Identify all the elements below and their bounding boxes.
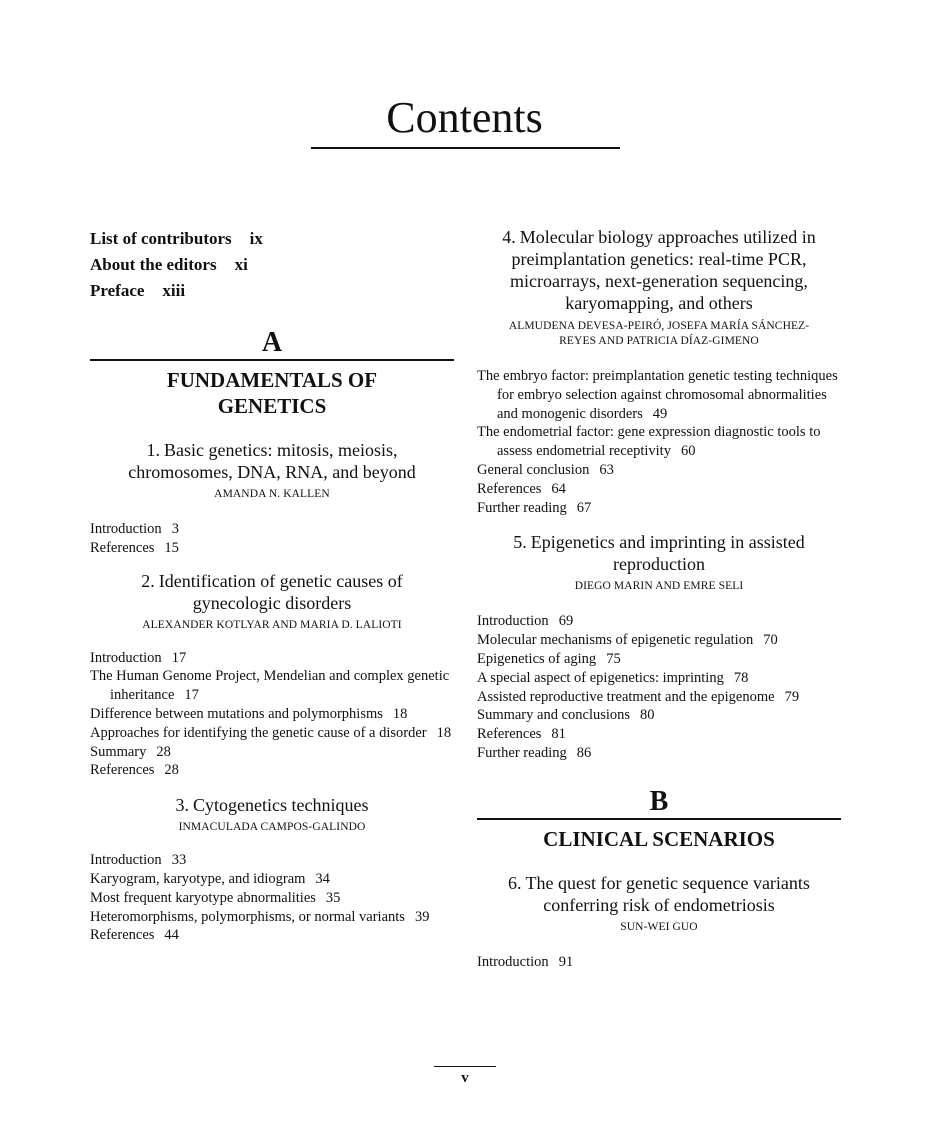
toc-entry[interactable]: Epigenetics of aging 75 — [477, 650, 621, 667]
right-column — [477, 226, 841, 972]
part-title: FUNDAMENTALS OF GENETICS — [166, 368, 378, 418]
chapter-title[interactable]: 1. Basic genetics: mitosis, meiosis, chromosomes, DNA, RNA, and beyond — [128, 440, 416, 482]
chapter-authors: ALEXANDER KOTLYAR AND MARIA D. LALIOTI — [142, 618, 402, 631]
toc-entry[interactable]: Molecular mechanisms of epigenetic regulation 70 — [477, 632, 778, 649]
toc-entry[interactable]: Introduction 91 — [477, 953, 574, 970]
section-list — [90, 649, 454, 781]
page-number: v — [461, 1070, 469, 1086]
front-matter-item[interactable]: List of contributors ix — [90, 229, 263, 248]
toc-entry[interactable]: Heteromorphisms, polymorphisms, or normal variants 39 — [90, 908, 430, 925]
chapter-3 — [90, 794, 454, 945]
chapter-5 — [477, 531, 841, 762]
toc-entry[interactable]: Introduction 69 — [477, 613, 574, 630]
toc-entry[interactable]: References 28 — [90, 762, 179, 779]
part-a — [90, 328, 454, 419]
toc-entry[interactable]: Introduction 33 — [90, 852, 187, 869]
toc-entry[interactable]: Summary 28 — [90, 743, 171, 760]
toc-entry[interactable]: A special aspect of epigenetics: imprinting 78 — [477, 669, 749, 686]
section-list — [477, 367, 841, 517]
chapter-title[interactable]: 6. The quest for genetic sequence variants conferring risk of endometriosis — [508, 872, 810, 915]
toc-entry[interactable]: The endometrial factor: gene expression diagnostic tools to assess endometrial receptivity 60 — [477, 424, 821, 460]
section-list — [477, 612, 841, 762]
part-b — [477, 787, 841, 852]
toc-entry[interactable]: Most frequent karyotype abnormalities 35 — [90, 889, 341, 906]
chapter-title[interactable]: 4. Molecular biology approaches utilized in preimplantation genetics: real-time PCR, microarrays, next-generation sequencing, karyomapping, and others — [502, 227, 816, 313]
section-list — [90, 851, 454, 945]
part-letter: B — [649, 785, 669, 817]
front-matter — [90, 226, 454, 304]
toc-entry[interactable]: The embryo factor: preimplantation genetic testing techniques for embryo selection against chromosomal abnormalities and monogenic disorders 49 — [477, 368, 838, 422]
part-rule — [90, 359, 454, 361]
page-title: Contents — [386, 93, 543, 142]
left-column — [90, 226, 454, 945]
toc-entry[interactable]: The Human Genome Project, Mendelian and complex genetic inheritance 17 — [90, 668, 450, 704]
chapter-authors: INMACULADA CAMPOS-GALINDO — [178, 821, 366, 834]
chapter-2 — [90, 570, 454, 781]
chapter-title[interactable]: 2. Identification of genetic causes of gynecologic disorders — [141, 570, 403, 613]
toc-entry[interactable]: Further reading 67 — [477, 499, 592, 516]
toc-entry[interactable]: References 81 — [477, 726, 566, 743]
chapter-1 — [90, 439, 454, 558]
part-rule — [477, 818, 841, 820]
chapter-4 — [477, 226, 841, 517]
toc-entry[interactable]: Further reading 86 — [477, 744, 592, 761]
chapter-authors: SUN-WEI GUO — [620, 920, 698, 933]
toc-entry[interactable]: Difference between mutations and polymorphisms 18 — [90, 705, 408, 722]
part-letter: A — [261, 327, 283, 358]
toc-entry[interactable]: Introduction 17 — [90, 649, 187, 666]
toc-entry[interactable]: Assisted reproductive treatment and the epigenome 79 — [477, 688, 800, 705]
toc-entry[interactable]: Summary and conclusions 80 — [477, 707, 655, 724]
toc-entry[interactable]: References 44 — [90, 927, 179, 944]
chapter-6 — [477, 872, 841, 972]
footer-rule — [434, 1066, 496, 1067]
toc-entry[interactable]: Approaches for identifying the genetic cause of a disorder 18 — [90, 724, 452, 741]
toc-entry[interactable]: References 64 — [477, 480, 566, 497]
chapter-authors: AMANDA N. KALLEN — [214, 488, 330, 500]
section-list — [477, 953, 841, 972]
section-list — [90, 520, 454, 558]
toc-entry[interactable]: References 15 — [90, 539, 179, 556]
title-rule — [311, 147, 620, 149]
chapter-authors: ALMUDENA DEVESA-PEIRÓ, JOSEFA MARÍA SÁNCHEZ- REYES AND PATRICIA DÍAZ-GIMENO — [508, 320, 810, 347]
chapter-authors: DIEGO MARIN AND EMRE SELI — [574, 580, 744, 593]
chapter-title[interactable]: 3. Cytogenetics techniques — [175, 795, 369, 816]
toc-entry[interactable]: Introduction 3 — [90, 521, 179, 537]
toc-entry[interactable]: Karyogram, karyotype, and idiogram 34 — [90, 870, 330, 887]
front-matter-item[interactable]: About the editors xi — [90, 255, 248, 274]
front-matter-item[interactable]: Preface xiii — [90, 281, 186, 300]
toc-entry[interactable]: General conclusion 63 — [477, 461, 614, 478]
part-title: CLINICAL SCENARIOS — [543, 826, 775, 851]
chapter-title[interactable]: 5. Epigenetics and imprinting in assisted reproduction — [513, 532, 805, 575]
